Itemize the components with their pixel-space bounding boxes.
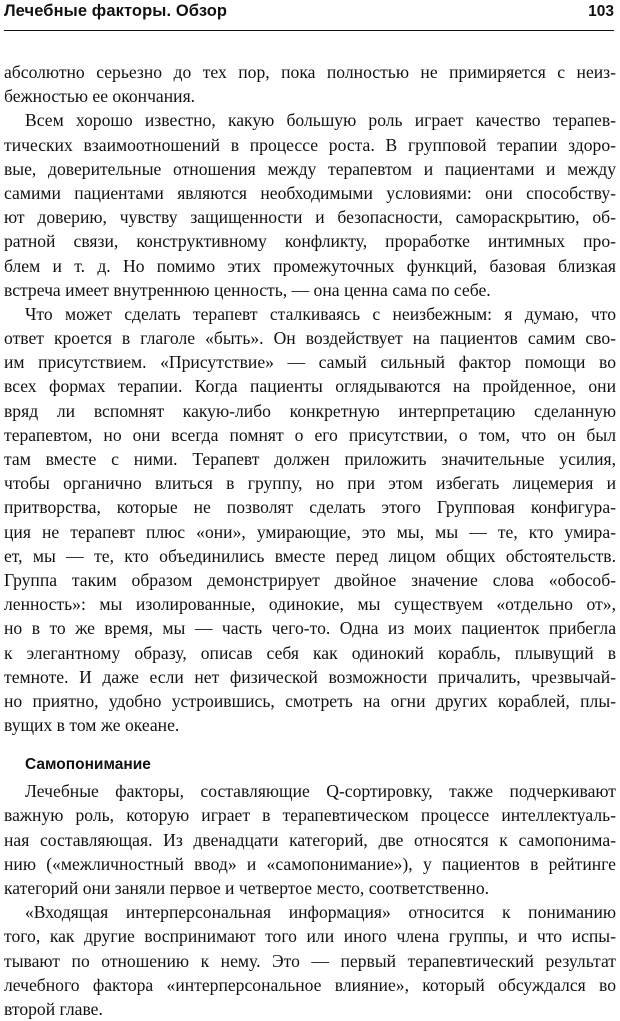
text-line: того, как другие воспринимают того или иного члена группы, и что испы- xyxy=(4,926,616,947)
text-line: бежностью ее окончания. xyxy=(4,86,196,107)
section-heading: Самопонимание xyxy=(25,756,151,774)
text-line: но в то же время, мы — часть чего-то. Одна из моих пациенток прибегла xyxy=(4,618,616,639)
paragraph xyxy=(4,60,616,108)
text-line: терапевтом, но они всегда помнят о его присутствии, о том, что он был xyxy=(4,424,616,445)
text-line: второй главе. xyxy=(4,998,103,1019)
text-line: тывают по отношению к нему. Это — первый терапевтический результат xyxy=(4,950,616,971)
text-line: встреча имеет внутреннюю ценность, — она ценна сама по себе. xyxy=(4,279,491,300)
text-line: там вместе с ними. Терапевт должен приложить значительные усилия, xyxy=(4,449,616,469)
text-line: всех формах терапии. Когда пациенты оглядываются на пройденное, они xyxy=(4,376,616,397)
text-line: важную роль, которую играет в терапевтическом процессе интеллектуаль- xyxy=(4,805,616,826)
running-title: Лечебные факторы. Обзор xyxy=(4,2,228,20)
text-line: ная составляющая. Из двенадцати категорий, две относятся к самопонима- xyxy=(4,829,616,850)
text-line: ет, мы — те, кто объединились вместе перед лицом общих обстоятельств. xyxy=(4,545,616,566)
text-line: Лечебные факторы, составляющие Q-сортировку, также подчеркивают xyxy=(25,781,616,802)
text-line: вущих в том же океане. xyxy=(4,715,180,736)
text-line: им присутствием. «Присутствие» — самый сильный фактор помощи во xyxy=(4,352,616,373)
text-line: лечебного фактора «интерперсональное влияние», который обсуждался во xyxy=(4,974,616,995)
text-line: ответ кроется в глаголе «быть». Он воздействует на пациентов самим сво- xyxy=(4,328,616,349)
text-line: категорий они заняли первое и четвертое место, соответственно. xyxy=(4,878,490,898)
text-line: ратной связи, конструктивному конфликту, проработке интимных про- xyxy=(4,231,616,252)
text-line: тических взаимоотношений в процессе роста. В групповой терапии здоро- xyxy=(4,134,616,155)
page-number: 103 xyxy=(588,3,614,20)
paragraph xyxy=(4,302,616,737)
text-line: ют доверию, чувству защищенности и безопасности, самораскрытию, об- xyxy=(4,207,616,228)
text-line: абсолютно серьезно до тех пор, пока полностью не примиряется с неиз- xyxy=(4,62,616,82)
text-line: чтобы органично влиться в группу, но при этом избегать лицемерия и xyxy=(4,473,616,494)
section-spacer xyxy=(4,737,616,753)
text-line: Что может сделать терапевт сталкиваясь с неизбежным: я думаю, что xyxy=(25,303,616,324)
text-line: самими пациентами являются необходимыми условиями: они способству- xyxy=(4,182,616,203)
text-line: притворства, которые не позволят сделать этого Групповая конфигура- xyxy=(4,497,616,518)
paragraph xyxy=(4,900,616,1021)
text-line: блем и т. д. Но помимо этих промежуточных функций, базовая близкая xyxy=(4,255,616,276)
text-line: Всем хорошо известно, какую большую роль играет качество терапев- xyxy=(25,110,616,131)
text-line: ленность»: мы изолированные, одинокие, мы существуем «отдельно от», xyxy=(4,594,616,615)
paragraph xyxy=(4,779,616,900)
text-line: но приятно, удобно устроившись, смотреть на огни других кораблей, плы- xyxy=(4,690,616,711)
body-text xyxy=(4,60,616,1021)
text-line: «Входящая интерперсональная информация» относится к пониманию xyxy=(25,902,616,923)
text-line: темноте. И даже если нет физической возможности причалить, чрезвычай- xyxy=(4,666,616,687)
text-line: вряд ли вспомнят какую-либо конкретную интерпретацию сделанную xyxy=(4,400,616,421)
text-line: нию («межличностный ввод» и «самопонимание»), у пациентов в рейтинге xyxy=(4,853,616,874)
running-header xyxy=(4,0,614,31)
paragraph xyxy=(4,108,616,302)
text-line: ция не терапевт плюс «они», умирающие, это мы, мы — те, кто умира- xyxy=(4,521,616,542)
text-line: Группа таким образом демонстрирует двойное значение слова «обособ- xyxy=(4,569,616,590)
text-line: к элегантному образу, описав себя как одинокий корабль, плывущий в xyxy=(4,642,616,663)
text-line: вые, доверительные отношения между терапевтом и пациентами и между xyxy=(4,158,616,179)
